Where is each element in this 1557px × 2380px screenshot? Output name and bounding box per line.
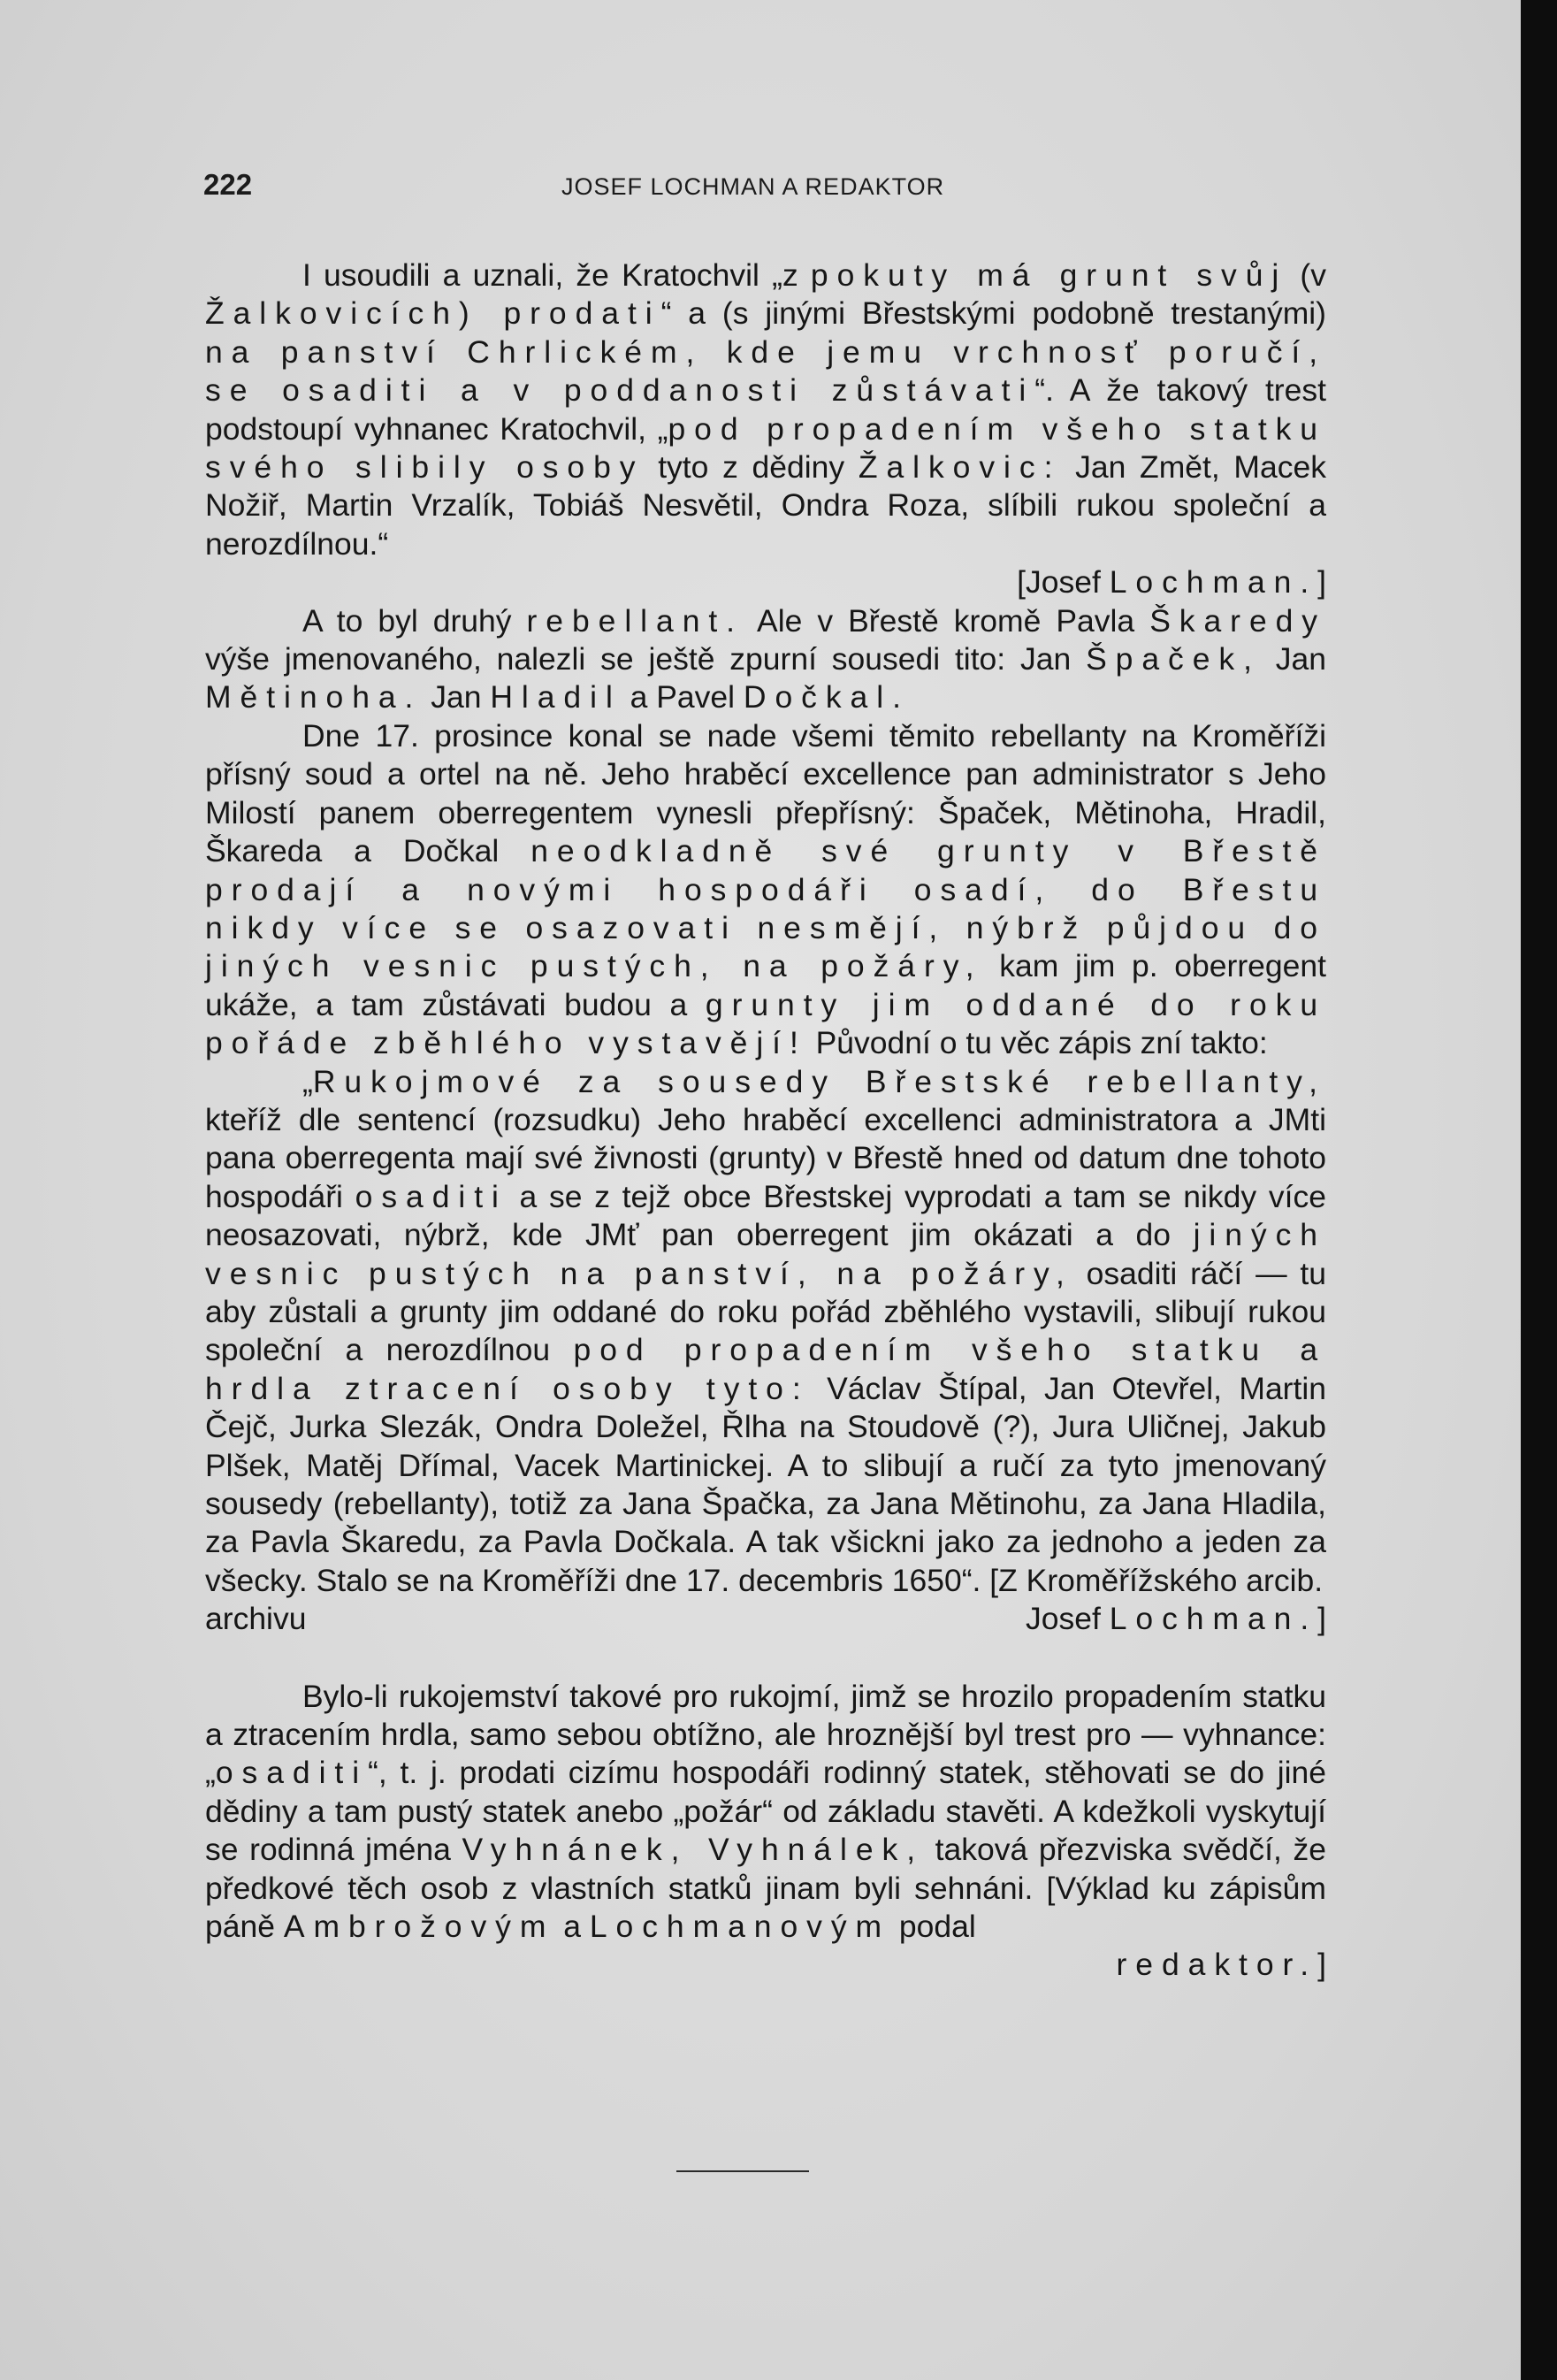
text-run: A to byl druhý — [302, 602, 527, 639]
text-run: ] — [1317, 1947, 1326, 1983]
text-run: tyto z dědiny — [644, 449, 859, 486]
spaced-text: osaditi — [215, 1755, 369, 1791]
spaced-text: pokuty má grunt svůj — [810, 257, 1288, 293]
spaced-text: Žalkovicích) prodati — [205, 295, 661, 332]
text-run: a se z tejž obce Břestskej vyprodati a tam se nikdy více neosazovati, nýbrž, kde JMť pan oberregent jim okázati a do — [205, 1178, 1326, 1253]
signature-name — [1026, 1600, 1326, 1638]
spaced-text: Špaček, — [1086, 641, 1261, 677]
text-run: ] — [1317, 564, 1326, 601]
text-run: kam jim p. oberregent ukáže, a tam zůstávati budou a — [205, 948, 1326, 1022]
text-run: “ a (s jinými Břestskými podobně trestanými) — [660, 295, 1326, 332]
body-text — [205, 256, 1326, 1985]
text-run: a — [554, 1909, 590, 1945]
spaced-text: jiných vesnic pustých na panství, na požáry, — [205, 1217, 1326, 1291]
text-run: Ale v Břestě kromě Pavla — [744, 602, 1150, 639]
paragraph-3 — [205, 717, 1326, 1063]
text-run: Jan — [1260, 641, 1326, 677]
text-run: osaditi ráčí — tu aby zůstali a grunty jim oddané do roku pořád zběhlého vystavili, slibují rukou společní a nerozdílnou — [205, 1255, 1326, 1368]
signature-redaktor — [205, 1946, 1326, 1984]
text-run: ] — [1317, 1601, 1326, 1637]
running-title: JOSEF LOCHMAN A REDAKTOR — [561, 173, 945, 200]
text-run: „ — [302, 1063, 313, 1099]
text-run: “, t. j. prodati cizímu hospodáři rodinný statek, stěhovati se do jiné dědiny a tam pustý statek anebo „požár“ od základu stavěti. A kdežkoli vyskytují se rodinná jména — [205, 1755, 1326, 1868]
paragraph-5 — [205, 1678, 1326, 1947]
spaced-text: Ambrožovým — [283, 1909, 555, 1945]
spaced-text: rebellant. — [526, 602, 744, 639]
text-run: kteříž dle sentencí (rozsudku) Jeho hraběcí excellenci administratora a JMti pana oberregenta mají své živnosti (grunty) v Břestě hned od datum dne tohoto hospodáři — [205, 1101, 1326, 1214]
text-run: výše jmenovaného, nalezli se ještě zpurní sousedi tito: Jan — [205, 641, 1087, 677]
text-run: Jan Změt, Macek Nožiř, Martin Vrzalík, Tobiáš Nesvětil, Ondra Roza, slíbili rukou společní a nerozdílnou.“ — [205, 449, 1326, 562]
text-run: Josef — [1025, 1601, 1110, 1637]
text-run: (v — [1287, 257, 1326, 293]
text-run: podal — [890, 1909, 976, 1945]
paragraph-1 — [205, 256, 1326, 563]
text-run: “. A že takový trest podstoupí vyhnanec Kratochvil, „ — [205, 372, 1326, 447]
spaced-text: grunty jim oddané do roku pořáde zběhlého vystavějí! — [205, 986, 1327, 1061]
page-header — [203, 168, 1317, 212]
spaced-text: Lochman. — [1109, 564, 1318, 601]
spaced-text: Žalkovic: — [858, 449, 1062, 486]
paragraph-4-quote — [205, 1063, 1326, 1601]
signature-archive — [205, 1600, 1326, 1638]
text-run: archivu — [205, 1601, 307, 1637]
spaced-text: pod propadením všeho statku svého slibily osoby — [205, 410, 1326, 486]
text-run: taková přezviska svědčí, že předkové těch osob z vlastních statků jinam byli sehnáni. [Výklad ku zápisům páně — [205, 1832, 1326, 1945]
paragraph-2 — [205, 602, 1326, 717]
text-run: Jan — [422, 679, 491, 716]
text-run: a Pavel — [621, 679, 744, 716]
spaced-text: Dočkal. — [743, 679, 910, 716]
signature-lochman — [205, 563, 1326, 601]
page-number: 222 — [203, 168, 253, 201]
spaced-text: Lochman. — [1109, 1601, 1318, 1637]
spaced-text: na panství Chrlickém, kde jemu vrchnosť poručí, se osaditi a v poddanosti zůstávati — [205, 333, 1326, 409]
spaced-text: neodkladně své grunty v Břestě prodají a novými hospodáři osadí, do Břestu nikdy více se osazovati nesmějí, nýbrž půjdou do jiných vesnic pustých, na požáry, — [205, 833, 1326, 984]
spaced-text: osaditi — [355, 1178, 508, 1214]
spaced-text: Lochmanovým — [589, 1909, 891, 1945]
spaced-text: Hladil — [490, 679, 622, 716]
spaced-text: Škaredy — [1149, 602, 1326, 639]
end-rule — [676, 2170, 809, 2172]
text-run: Bylo-li rukojemství takové pro rukojmí, jimž se hrozilo propadením statku a ztracením hrdla, samo sebou obtížno, ale hroznější byl trest pro — vyhnance: „ — [205, 1678, 1326, 1791]
text-run: Dne 17. prosince konal se nade všemi těmito rebellanty na Kroměříži přísný soud a ortel na ně. Jeho hraběcí excellence pan administrator s Jeho Milostí panem oberregentem vynesli přepřísný: Špaček, Mětinoha, Hradil, Škareda a Dočkal — [205, 717, 1326, 869]
spaced-text: pod propadením všeho statku a hrdla ztracení osoby tyto: — [205, 1332, 1326, 1406]
spaced-text: Rukojmové za sousedy Břestské rebellanty, — [312, 1063, 1326, 1099]
text-run: Václav Štípal, Jan Otevřel, Martin Čejč, Jurka Slezák, Ondra Doležel, Řlha na Stoudově (?), Jura Uličnej, Jakub Plšek, Matěj Dřímal, Vacek Martinickej. A to slibují a ručí za tyto jmenovaný sousedy (rebellanty), totiž za Jana Špačka, za Jana Mětinohu, za Jana Hladila, za Pavla Škaredu, za Pavla Dočkala. A tak všickni jako za jednoho a jeden za všecky. Stalo se na Kroměříži dne 17. decembris 1650“. [Z Kroměřížského arcib. — [205, 1370, 1326, 1598]
spaced-text: Vyhnánek, Vyhnálek, — [462, 1832, 924, 1868]
text-run: Původní o tu věc zápis zní takto: — [806, 1025, 1268, 1061]
spaced-text: redaktor. — [1116, 1947, 1318, 1983]
text-run: [Josef — [1017, 564, 1110, 601]
text-run: I usoudili a uznali, že Kratochvil „z — [302, 257, 811, 293]
spaced-text: Mětinoha. — [205, 679, 423, 716]
